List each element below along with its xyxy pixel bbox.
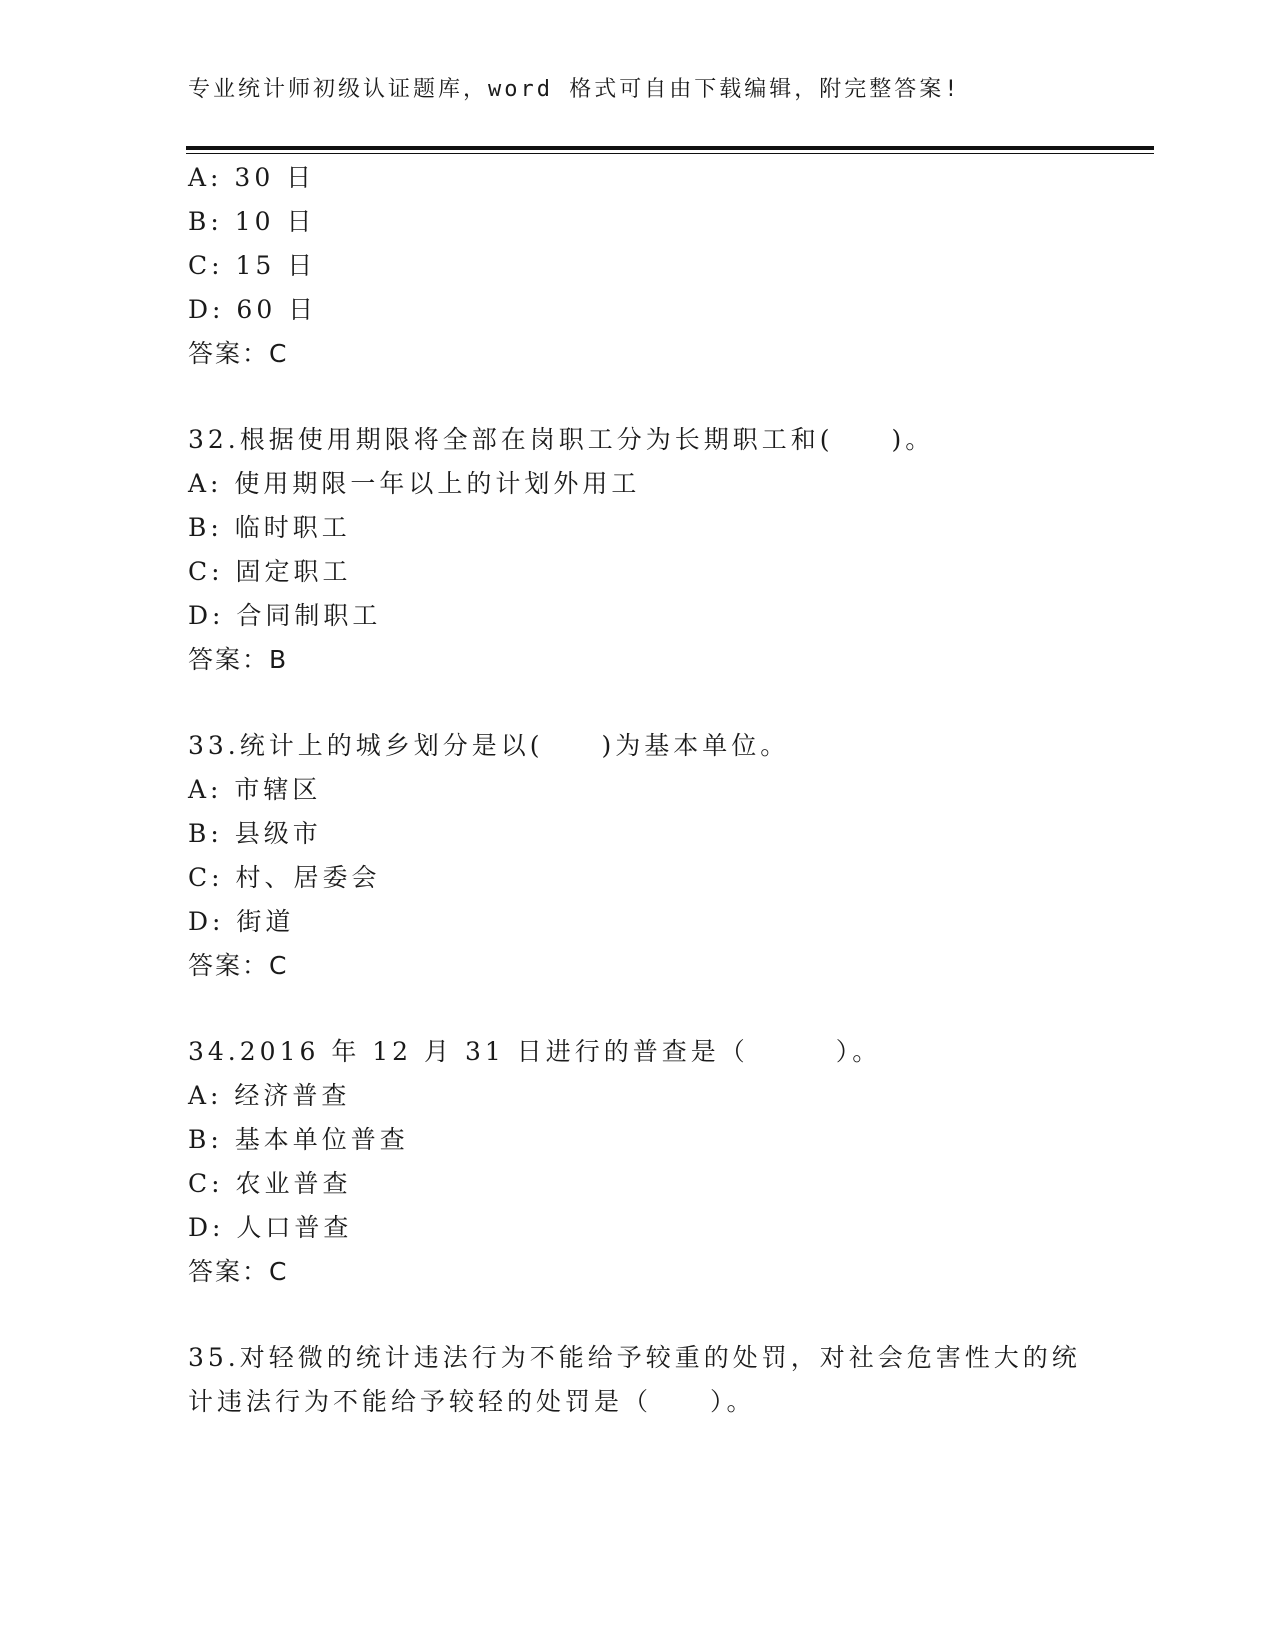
q33-option-d: D: 街道 [188,907,295,936]
page-header: 专业统计师初级认证题库，word 格式可自由下载编辑，附完整答案! [188,77,961,102]
header-rule-thin [186,153,1154,154]
q32-option-b: B: 临时职工 [188,513,351,542]
q32-option-d: D: 合同制职工 [188,601,382,630]
q32-answer: 答案：B [188,645,289,674]
q34-option-c: C: 农业普查 [188,1169,352,1198]
q31-option-d: D: 60 日 [188,295,318,324]
q35-question-line2: 计违法行为不能给予较轻的处罚是（ ）。 [188,1387,756,1416]
q31-option-a: A: 30 日 [188,163,316,192]
header-rule-thick [186,146,1154,150]
q32-question: 32.根据使用期限将全部在岗职工分为长期职工和( )。 [188,425,935,454]
q33-option-b: B: 县级市 [188,819,322,848]
q34-option-a: A: 经济普查 [188,1081,351,1110]
q31-option-c: C: 15 日 [188,251,317,280]
q34-option-d: D: 人口普查 [188,1213,353,1242]
q34-question: 34.2016 年 12 月 31 日进行的普查是（ ）。 [188,1037,882,1066]
q33-question: 33.统计上的城乡划分是以( )为基本单位。 [188,731,790,760]
q35-question-line1: 35.对轻微的统计违法行为不能给予较重的处罚，对社会危害性大的统 [188,1343,1081,1372]
q31-answer: 答案：C [188,339,289,368]
q34-option-b: B: 基本单位普查 [188,1125,409,1154]
q33-option-a: A: 市辖区 [188,775,322,804]
q32-option-a: A: 使用期限一年以上的计划外用工 [188,469,641,498]
q33-option-c: C: 村、居委会 [188,863,381,892]
q31-option-b: B: 10 日 [188,207,316,236]
q34-answer: 答案：C [188,1257,289,1286]
q33-answer: 答案：C [188,951,289,980]
q32-option-c: C: 固定职工 [188,557,352,586]
